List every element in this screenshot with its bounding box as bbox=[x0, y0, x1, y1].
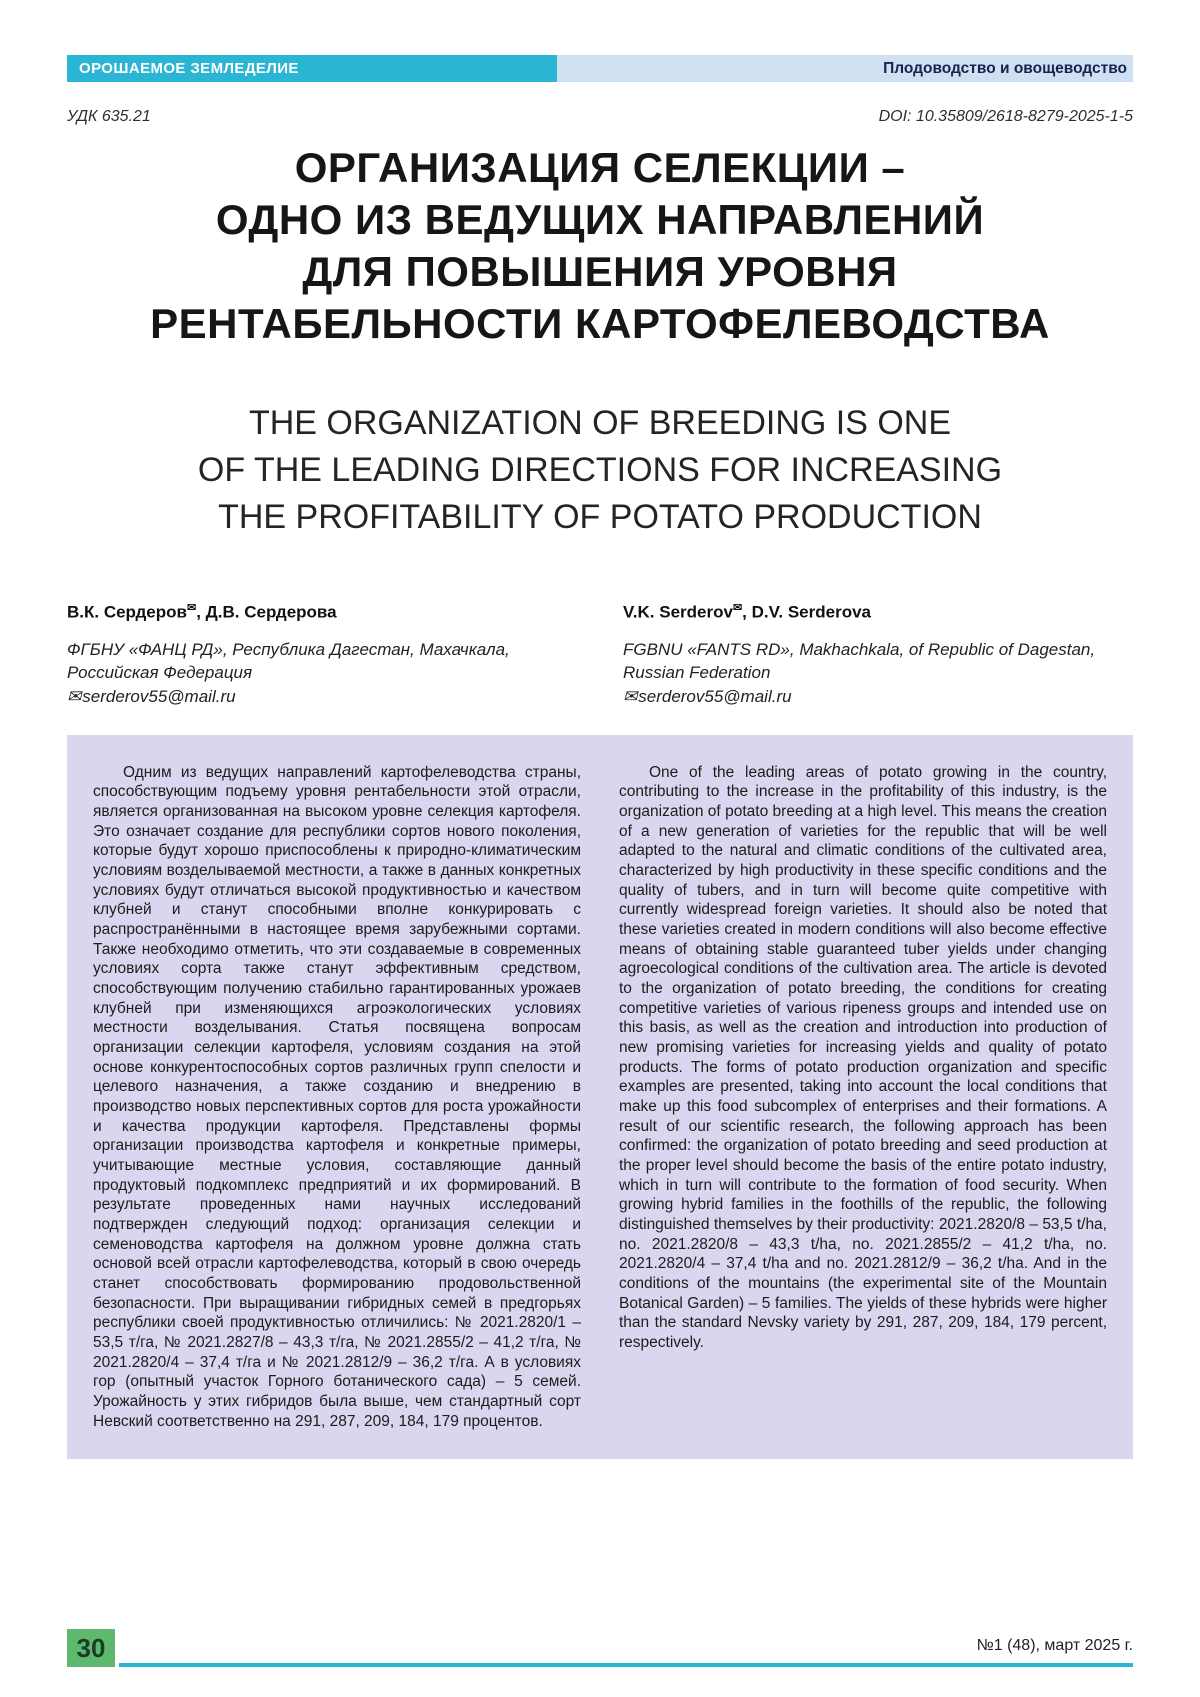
email-address: serderov55@mail.ru bbox=[638, 686, 792, 706]
author-name-second: , Д.В. Сердерова bbox=[196, 602, 337, 622]
article-title-ru: ОРГАНИЗАЦИЯ СЕЛЕКЦИИ – ОДНО ИЗ ВЕДУЩИХ НАПРАВЛЕНИЙ ДЛЯ ПОВЫШЕНИЯ УРОВНЯ РЕНТАБЕЛЬНОСТИ КАРТОФЕЛЕВОДСТВА bbox=[150, 144, 1050, 348]
authors-block-ru bbox=[67, 601, 577, 707]
page-number-badge: 30 bbox=[67, 1629, 115, 1667]
author-name-second: , D.V. Serderova bbox=[742, 602, 871, 622]
authors-row bbox=[67, 601, 1133, 707]
footer-rule bbox=[119, 1637, 1133, 1667]
page-footer bbox=[67, 1589, 1133, 1667]
abstract-en: One of the leading areas of potato growing in the country, contributing to the increase in the profitability of this industry, is the organization of potato breeding at a high level. This means the creation of a new generation of varieties for the republic that will be well adapted to the natural and climatic conditions of the cultivated area, characterized by high productivity in these specific conditions and the quality of tubers, and in turn will become quite competitive with currently widespread foreign varieties. It should also be noted that these varieties created in modern conditions will also become effective means of obtaining stable guaranteed tuber yields under changing agroecological conditions of the cultivation area. The article is devoted to the organization of potato breeding, the conditions for creating competitive varieties of various ripeness groups and intended use on this basis, as well as the creation and introduction into production of new promising varieties for increasing yields and quality of potato products. The forms of potato production organization and specific examples are presented, taking into account the local conditions that make up this food subcomplex of enterprises and their formations. A result of our scientific research, the following approach has been confirmed: the organization of potato breeding and seed production at the proper level should become the basis of the entire potato industry, which in turn will contribute to the formation of food security. When growing hybrid families in the foothills of the republic, the following distinguished themselves by their productivity: 2021.2820/8 – 53,5 t/ha, no. 2021.2820/8 – 43,3 t/ha, no. 2021.2855/2 – 41,2 t/ha, no. 2021.2820/4 – 37,4 t/ha and no. 2021.2812/9 – 36,2 t/ha. And in the conditions of the mountains (the experimental site of the Mountain Botanical Garden) – 5 families. The yields of these hybrids were higher than the standard Nevsky variety by 291, 287, 209, 184, 179 percent, respectively. bbox=[619, 763, 1107, 1352]
envelope-icon: ✉ bbox=[67, 686, 82, 706]
envelope-icon: ✉ bbox=[623, 686, 638, 706]
email-line-en bbox=[623, 687, 1133, 707]
running-head bbox=[67, 55, 1133, 82]
email-line-ru bbox=[67, 687, 577, 707]
udk-code: УДК 635.21 bbox=[67, 108, 151, 125]
authors-block-en bbox=[623, 601, 1133, 707]
affiliation-ru: ФГБНУ «ФАНЦ РД», Республика Дагестан, Махачкала, Российская Федерация bbox=[67, 639, 510, 682]
email-address: serderov55@mail.ru bbox=[82, 686, 236, 706]
abstract-ru: Одним из ведущих направлений картофелеводства страны, способствующим подъему уровня рентабельности этой отрасли, является организованная на высоком уровне селекция картофеля. Это означает создание для республики сортов нового поколения, которые будут хорошо приспособлены к природно-климатическим условиям возделываемой местности, а также в данных конкретных условиях будут отличаться высокой продуктивностью и качеством клубней и станут способными вполне конкурировать с распространёнными в настоящее время зарубежными сортами. Также необходимо отметить, что эти создаваемые в современных условиях сорта также станут эффективным средством, способствующим получению стабильно гарантированных урожаев клубней при изменяющихся агроэкологических условиях местности возделывания. Статья посвящена вопросам организации селекции картофеля, условиям создания на этой основе конкурентоспособных сортов различных групп спелости и целевого назначения, а также созданию и внедрению в производство новых перспективных сортов для роста урожайности и качества продукции картофеля. Представлены формы организации производства картофеля и конкретные примеры, учитывающие местные условия, составляющие данный продуктовый подкомплекс предприятий и их формирований. В результате проведенных нами научных исследований подтвержден следующий подход: организация селекции и семеноводства картофеля на должном уровне должна стать основой всей отрасли картофелеводства, который в свою очередь станет способствовать формированию продовольственной безопасности. При выращивании гибридных семей в предгорьях республики своей продуктивностью отличились: № 2021.2820/1 – 53,5 т/га, № 2021.2827/8 – 43,3 т/га, № 2021.2855/2 – 41,2 т/га, № 2021.2820/4 – 37,4 т/га и № 2021.2812/9 – 36,2 т/га. А в условиях гор (опытный участок Горного ботанического сада) – 5 семей. Урожайность у этих гибридов была выше, чем стандартный сорт Невский соответственно на 291, 287, 209, 184, 179 процентов. bbox=[93, 763, 581, 1430]
author-name-first: В.К. Сердеров bbox=[67, 602, 187, 622]
doi-label: DOI: 10.35809/2618-8279-2025-1-5 bbox=[878, 108, 1133, 125]
rubric-label: Плодоводство и овощеводство bbox=[557, 55, 1133, 82]
issue-info: №1 (48), март 2025 г. bbox=[976, 1637, 1133, 1654]
abstract-box bbox=[67, 735, 1133, 1460]
corresponding-author-icon: ✉ bbox=[732, 602, 743, 615]
author-names-en bbox=[623, 601, 1133, 623]
article-title-en: THE ORGANIZATION OF BREEDING IS ONE OF THE LEADING DIRECTIONS FOR INCREASING THE PROFITABILITY OF POTATO PRODUCTION bbox=[197, 404, 1003, 537]
journal-section-label: ОРОШАЕМОЕ ЗЕМЛЕДЕЛИЕ bbox=[67, 55, 557, 82]
author-names-ru bbox=[67, 601, 577, 623]
corresponding-author-icon: ✉ bbox=[186, 602, 197, 615]
affiliation-en: FGBNU «FANTS RD», Makhachkala, of Republic of Dagestan, Russian Federation bbox=[623, 639, 1096, 682]
meta-row bbox=[67, 108, 1133, 126]
author-name-first: V.K. Serderov bbox=[623, 602, 733, 622]
